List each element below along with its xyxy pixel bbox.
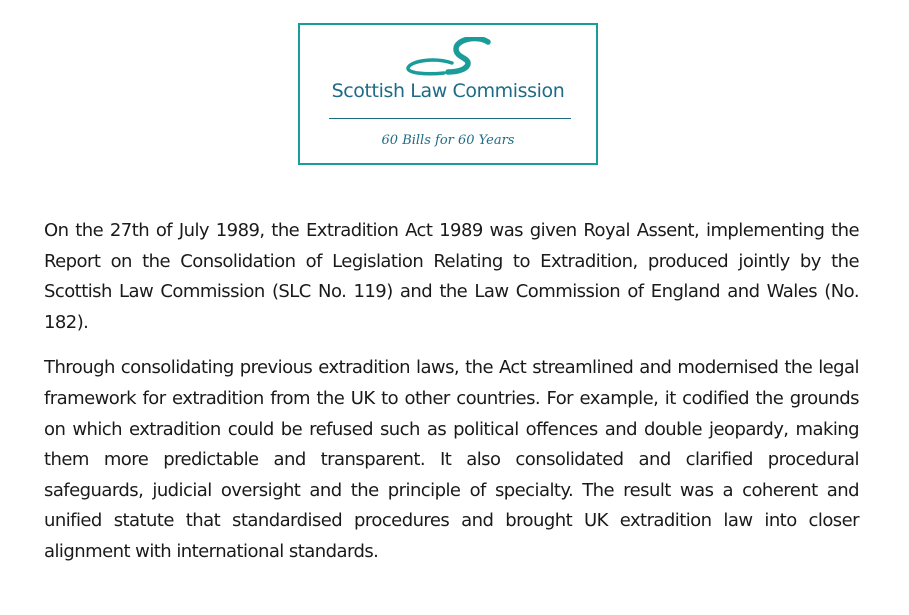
- article-paragraph-2: Through consolidating previous extradition laws, the Act streamlined and modernised the legal framework for extradition from the UK to other countries. For example, it codified the grounds on which extradition could be refused such as political offences and double jeopardy, making them more predictable and transparent. It also consolidated and clarified procedural safeguards, judicial oversight and the principle of specialty. The result was a coherent and unified statute that standardised procedures and brought UK extradition law into closer alignment with international standards.: [44, 357, 859, 562]
- article-body: [44, 216, 859, 583]
- scottish-law-commission-logo: [298, 23, 598, 165]
- logo-organisation-name: Scottish Law Commission: [331, 80, 565, 102]
- logo-tagline: 60 Bills for 60 Years: [381, 133, 515, 148]
- s-swirl-logo-icon: [404, 37, 498, 77]
- article-paragraph-1: On the 27th of July 1989, the Extradition Act 1989 was given Royal Assent, implementing the Report on the Consolidation of Legislation Relating to Extradition, produced jointly by the Scottish Law Commission (SLC No. 119) and the Law Commission of England and Wales (No. 182).: [44, 220, 859, 333]
- logo-divider: [329, 118, 571, 119]
